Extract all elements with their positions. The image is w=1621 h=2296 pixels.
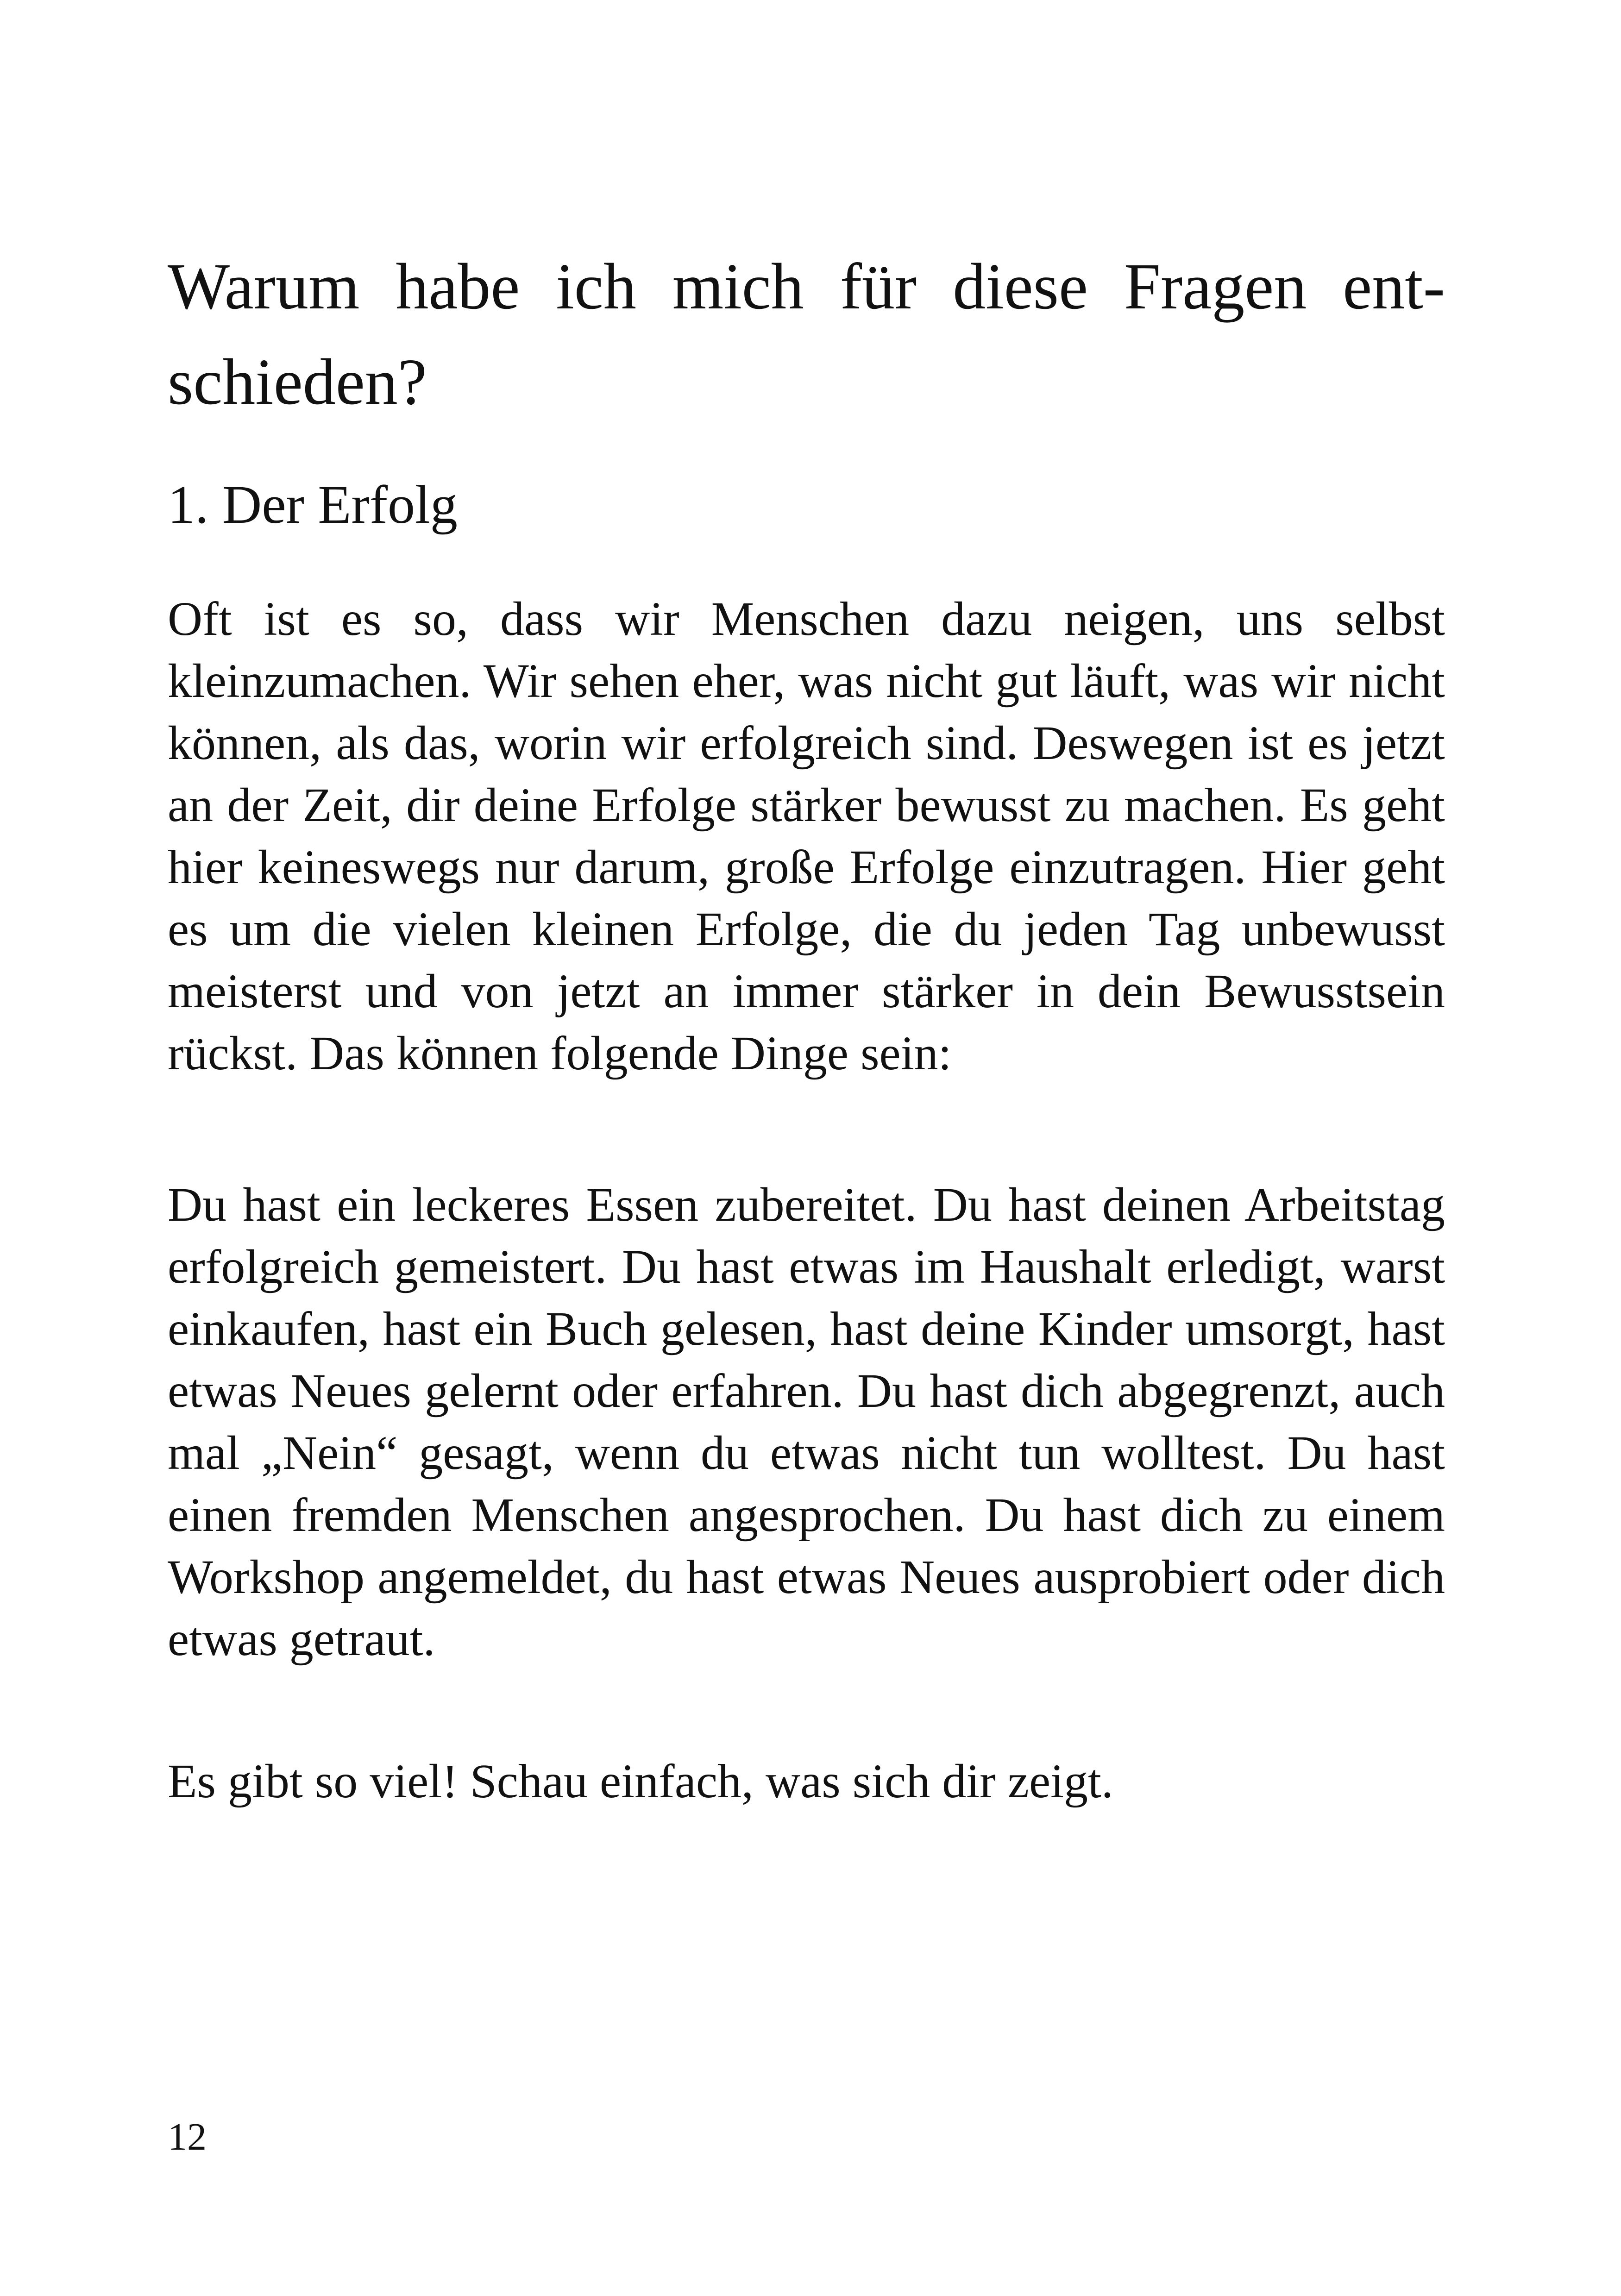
- paragraph-intro: Oft ist es so, dass wir Menschen dazu neigen, uns selbst kleinzumachen. Wir sehen eher, was nicht gut läuft, was wir nicht können, als das, worin wir erfolgreich sind. Deswegen ist es jetzt an der Zeit, dir deine Erfolge stärker bewusst zu machen. Es geht hier keineswegs nur darum, große Erfolge einzutragen. Hier geht es um die vielen kleinen Erfolge, die du jeden Tag unbewusst meisterst und von jetzt an immer stärker in dein Bewusstsein rückst. Das können folgende Dinge sein:: [168, 592, 1445, 1080]
- paragraph-closing: Es gibt so viel! Schau einfach, was sich dir zeigt.: [168, 1755, 1113, 1808]
- page-number: 12: [168, 2115, 207, 2158]
- paragraph-examples: Du hast ein leckeres Essen zubereitet. Du hast deinen Arbeitstag erfolgreich gemeistert. Du hast etwas im Haushalt erledigt, warst einkaufen, hast ein Buch gelesen, hast deine Kinder umsorgt, hast etwas Neues gelernt oder erfahren. Du hast dich abgegrenzt, auch mal „Nein“ gesagt, wenn du etwas nicht tun wolltest. Du hast einen fremden Menschen angesprochen. Du hast dich zu einem Workshop angemeldet, du hast etwas Neues ausprobiert oder dich etwas getraut.: [168, 1178, 1445, 1666]
- section-title: 1. Der Erfolg: [168, 474, 458, 535]
- chapter-heading: Warum habe ich mich für diese Fragen entschieden?: [168, 250, 1445, 418]
